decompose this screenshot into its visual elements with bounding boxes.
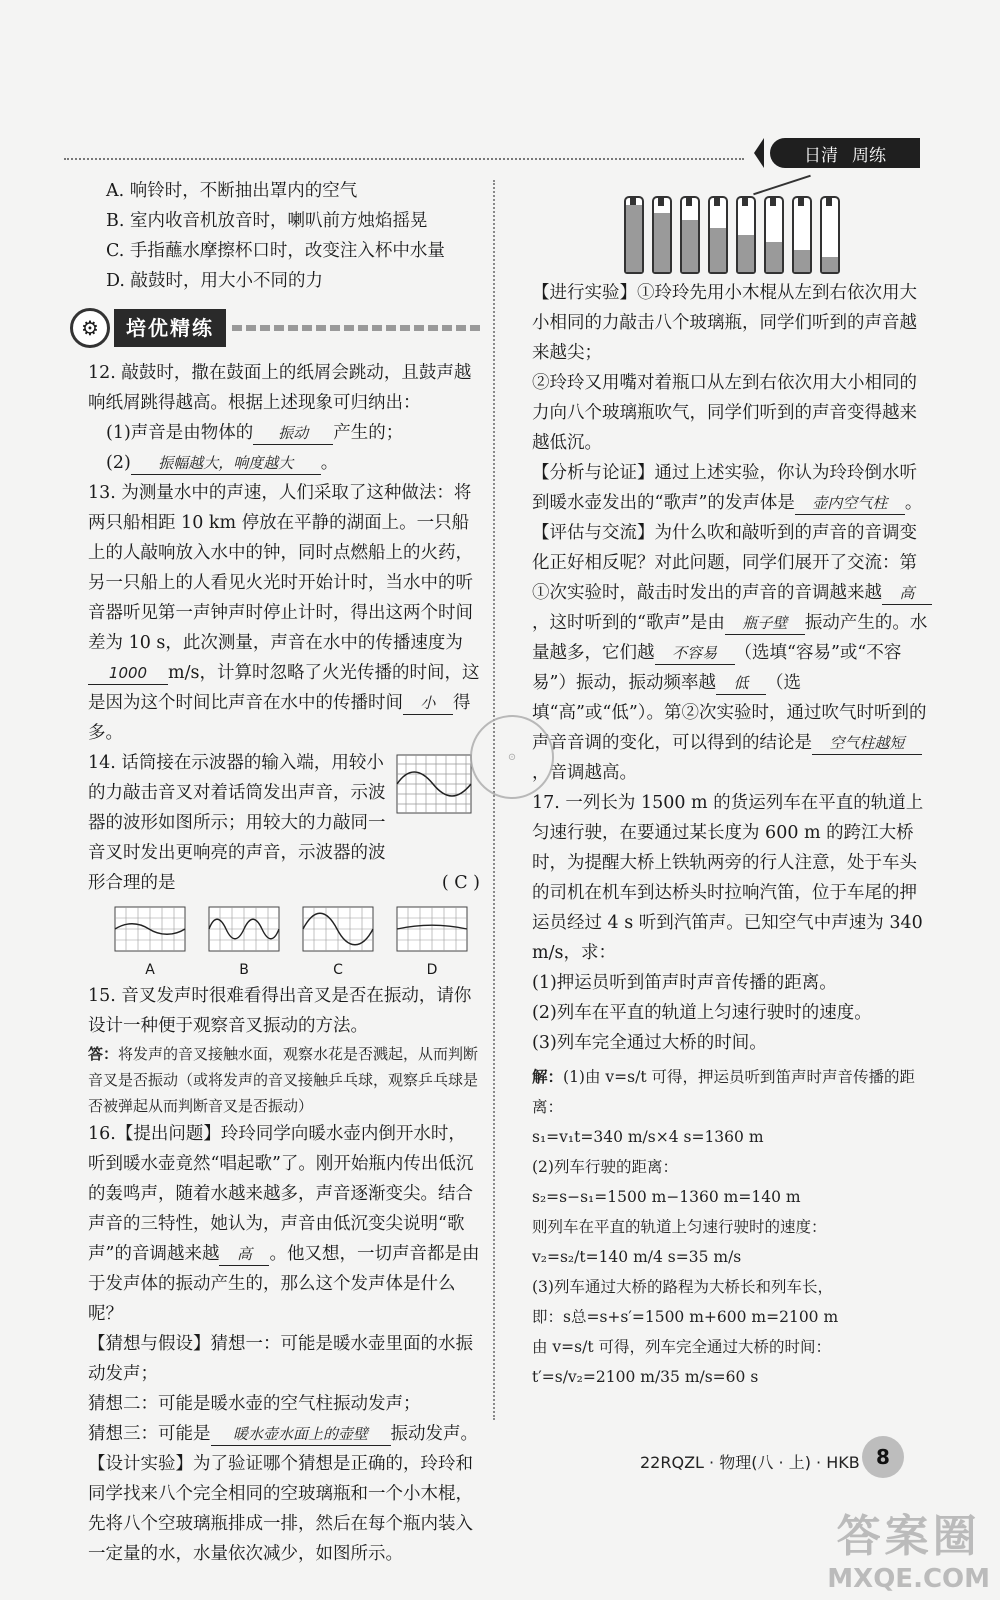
- solution-line-8: 即：s总=s+s′=1500 m+600 m=2100 m: [532, 1308, 839, 1326]
- q12: [88, 358, 480, 478]
- experiment-2: ②玲玲又用嘴对着瓶口从左到右依次用大小相同的力向八个玻璃瓶吹气，同学们听到的声音变得越来越低沉。: [532, 373, 917, 453]
- q14-choices: [114, 906, 480, 981]
- watermark-line-2: MXQE.COM: [827, 1564, 990, 1594]
- choice-b: [208, 906, 280, 981]
- q16-intro-post: 。他又想，一切声音都是由于发声体的振动产生的，那么这个发声体是什么呢？: [88, 1244, 480, 1324]
- choice-c-label: C: [333, 962, 343, 978]
- eval-1: 【评估与交流】为什么吹和敲听到的声音的音调变化正好相反呢？对此问题，同学们展开了交流：第①次实验时，敲击时发出的声音的音调越来越: [532, 523, 917, 603]
- header-rule: [64, 158, 744, 160]
- solution-line-2: s₁=v₁t=340 m/s×4 s=1360 m: [532, 1128, 764, 1146]
- q16: [88, 1119, 480, 1569]
- eval-answer-3: 不容易: [655, 642, 735, 665]
- q13-stem: 13. 为测量水中的声速，人们采取了这种做法：将两只船相距 10 km 停放在平静的湖面上。一只船上的人敲响放入水中的钟，同时点燃船上的火药，另一只船上的人看见火光时开始计时，当水中的听音器听见第一声钟声时停止计时，得出这两个时间差为 10 s，此次测量，声音在水中的传播速度为: [88, 483, 473, 653]
- q12-answer-1: 振动: [253, 422, 333, 445]
- column-divider: [493, 180, 495, 1420]
- q15-answer: 将发声的音叉接触水面，观察水花是否溅起，从而判断音叉是否振动（或将发声的音叉接触乒乓球，观察乒乓球是否被弹起从而判断音叉是否振动）: [88, 1045, 479, 1115]
- header-tab-1: 日清: [804, 145, 838, 166]
- option-d: D. 敲鼓时，用大小不同的力: [106, 271, 324, 291]
- option-b: B. 室内收音机放音时，喇叭前方烛焰摇晃: [106, 211, 428, 231]
- eval-4: （选填“容易”或“不容易”）振动，振动频率越: [532, 643, 902, 693]
- q12-p2-pre: (2): [106, 453, 131, 473]
- q12-stem: 12. 敲鼓时，撒在鼓面上的纸屑会跳动，且鼓声越响纸屑跳得越高。根据上述现象可归纳出：: [88, 363, 472, 413]
- solution-line-10: t′=s/v₂=2100 m/35 m/s=60 s: [532, 1368, 759, 1386]
- option-c: C. 手指蘸水摩擦杯口时，改变注入杯中水量: [106, 241, 445, 261]
- eval-answer-2: 瓶子壁: [725, 612, 805, 635]
- bottle: [792, 196, 812, 274]
- q17-part-3: (3)列车完全通过大桥的时间。: [532, 1033, 767, 1053]
- choice-a-label: A: [145, 962, 155, 978]
- q15: [88, 981, 480, 1119]
- solution-line-7: (3)列车通过大桥的路程为大桥长和列车长，: [532, 1278, 833, 1296]
- q12-p1-post: 产生的；: [333, 423, 404, 443]
- bottle: [736, 196, 756, 274]
- eval-3: 振动产生的。水量越多，它们越: [532, 613, 928, 663]
- choice-a: [114, 906, 186, 981]
- q13-mid: m/s，计算时忽略了火光传播的时间，这是因为这个时间比声音在水中的传播时间: [88, 663, 480, 713]
- header-tab: [770, 138, 920, 168]
- q14: [88, 748, 480, 981]
- solution-line-6: v₂=s₂/t=140 m/4 s=35 m/s: [532, 1248, 742, 1266]
- q17-part-1: (1)押运员听到笛声时声音传播的距离。: [532, 973, 837, 993]
- solution-label: 解：: [532, 1068, 564, 1086]
- choice-d-label: D: [426, 962, 438, 978]
- eval-5: （选填“高”或“低”）。第②次实验时，通过吹气时听到的声音音调的变化，可以得到的结论是: [532, 673, 927, 753]
- solution-line-3: (2)列车行驶的距离：: [532, 1158, 678, 1176]
- eval-2: ，这时听到的“歌声”是由: [532, 613, 725, 633]
- analysis: [532, 458, 932, 518]
- section-title: 培优精练: [114, 309, 226, 347]
- banner-stripe: [232, 325, 480, 331]
- q16-guess-3-post: 振动发声。: [390, 1424, 478, 1444]
- bottle: [680, 196, 700, 274]
- q16-guess-1: 【猜想与假设】猜想一：可能是暖水壶里面的水振动发声；: [88, 1334, 473, 1384]
- solution-line-5: 则列车在平直的轨道上匀速行驶时的速度：: [532, 1218, 827, 1236]
- section-banner: [70, 306, 480, 350]
- solution-line-4: s₂=s−s₁=1500 m−1360 m=140 m: [532, 1188, 801, 1206]
- q17-solution: [532, 1062, 932, 1392]
- solution-line-9: 由 v=s/t 可得，列车完全通过大桥的时间：: [532, 1338, 832, 1356]
- q12-p1-pre: (1)声音是由物体的: [106, 423, 254, 443]
- eval-answer-5: 空气柱越短: [812, 732, 922, 755]
- wood-stick: [753, 175, 811, 195]
- footer-code: 22RQZL · 物理(八 · 上) · HKB: [640, 1453, 860, 1472]
- q16-answer-1: 高: [219, 1243, 269, 1266]
- watermark-line-1: 答案圈: [836, 1511, 981, 1562]
- analysis-pre: 【分析与论证】通过上述实验，你认为玲玲倒水听到暖水壶发出的“歌声”的发声体是: [532, 463, 917, 513]
- bottles-figure: [532, 184, 932, 274]
- bottle: [708, 196, 728, 274]
- left-column: [81, 176, 480, 1569]
- eval-answer-1: 高: [882, 582, 932, 605]
- q16-guess-2: 猜想二：可能是暖水壶的空气柱振动发声；: [88, 1394, 421, 1414]
- option-a: A. 响铃时，不断抽出罩内的空气: [106, 181, 358, 201]
- experiment-1: 【进行实验】①玲玲先用小木棍从左到右依次用大小相同的力敲击八个玻璃瓶，同学们听到的声音越来越尖；: [532, 283, 917, 363]
- q14-answer: ( C ): [441, 873, 480, 893]
- original-waveform: [396, 754, 472, 814]
- q16-design: 【设计实验】为了验证哪个猜想是正确的，玲玲和同学找来八个完全相同的空玻璃瓶和一个小木棍，先将八个空玻璃瓶排成一排，然后在每个瓶内装入一定量的水，水量依次减少，如图所示。: [88, 1454, 473, 1564]
- eval-6: ，音调越高。: [532, 763, 637, 783]
- bottle: [820, 196, 840, 274]
- analysis-answer: 壶内空气柱: [795, 492, 905, 515]
- q13-post: 得多。: [88, 693, 471, 743]
- eval-answer-4: 低: [716, 672, 766, 695]
- gear-icon: ⚙: [70, 308, 110, 348]
- q14-stem: 14. 话筒接在示波器的输入端，用较小的力敲击音叉对着话筒发出声音，示波器的波形如图所示；用较大的力敲同一音叉时发出更响亮的声音，示波器的波形合理的是: [88, 753, 386, 893]
- watermark: [827, 1500, 990, 1594]
- analysis-post: 。: [904, 493, 923, 513]
- q17-stem: 17. 一列长为 1500 m 的货运列车在平直的轨道上匀速行驶，在要通过某长度为 600 m 的跨江大桥时，为提醒大桥上铁轨两旁的行人注意，处于车头的司机在机车到达桥头时拉响汽笛，位于车尾的押运员经过 4 s 听到汽笛声。已知空气中声速为 340 m/s，求：: [532, 793, 924, 963]
- evaluation: [532, 518, 932, 788]
- q16-intro: 16.【提出问题】玲玲同学向暖水壶内倒开水时，听到暖水壶竟然“唱起歌”了。刚开始瓶内传出低沉的轰鸣声，随着水越来越多，声音逐渐变尖。结合声音的三特性，她认为，声音由低沉变尖说明“歌声”的音调越来越: [88, 1124, 474, 1264]
- bottle: [652, 196, 672, 274]
- choice-c: [302, 906, 374, 981]
- q13-answer-2: 小: [403, 692, 453, 715]
- q16-answer-2: 暖水壶水面上的壶壁: [211, 1423, 391, 1446]
- right-column: [532, 176, 932, 1392]
- solution-line-1: (1)由 v=s/t 可得，押运员听到笛声时声音传播的距离：: [532, 1068, 915, 1116]
- q15-stem: 15. 音叉发声时很难看得出音叉是否在振动，请你设计一种便于观察音叉振动的方法。: [88, 986, 472, 1036]
- choice-d: [396, 906, 468, 981]
- page-number: 8: [862, 1436, 904, 1478]
- bottle: [624, 196, 644, 274]
- bottle: [764, 196, 784, 274]
- q16-guess-3-pre: 猜想三：可能是: [88, 1424, 211, 1444]
- q12-p2-post: 。: [320, 453, 339, 473]
- q13-answer-1: 1000: [88, 662, 168, 685]
- q17-part-2: (2)列车在平直的轨道上匀速行驶时的速度。: [532, 1003, 872, 1023]
- q15-answer-label: 答：: [88, 1045, 119, 1063]
- stamp-seal: ⊙: [458, 703, 566, 811]
- header-tab-2: 周练: [852, 145, 886, 166]
- choice-b-label: B: [239, 962, 249, 978]
- q12-answer-2: 振幅越大，响度越大: [131, 452, 321, 475]
- q13: [88, 478, 480, 748]
